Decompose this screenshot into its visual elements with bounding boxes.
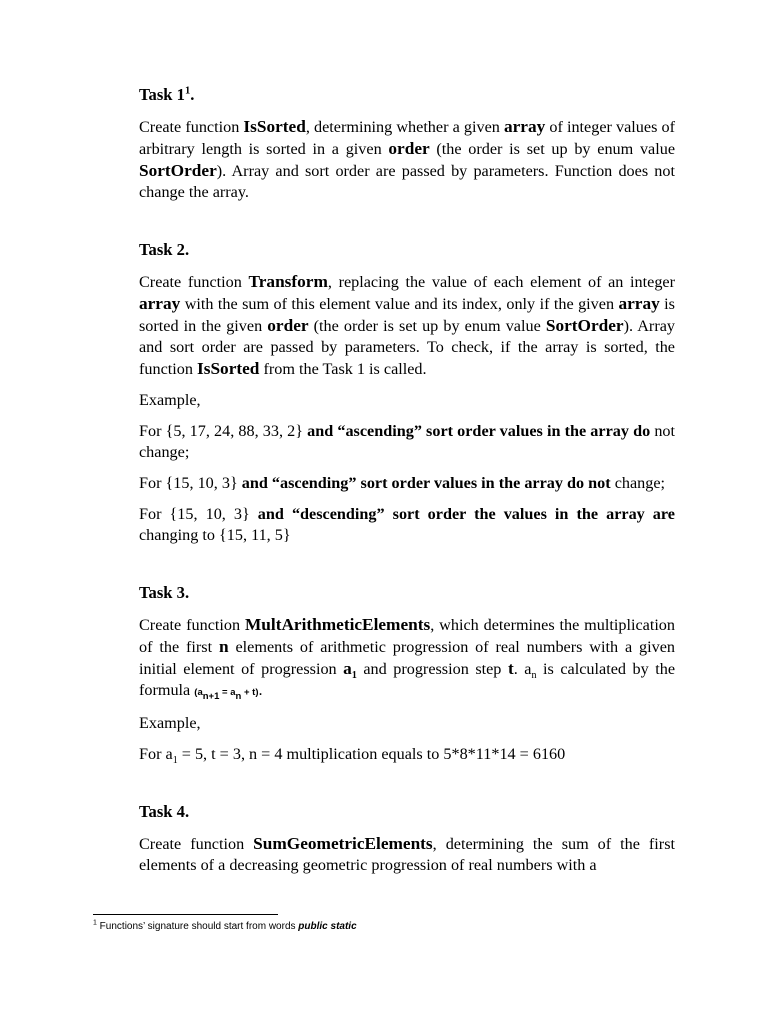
text-run: Create function	[139, 273, 249, 291]
keyword: array	[618, 294, 660, 313]
keyword: n	[218, 637, 229, 656]
text-run: Create function	[139, 118, 244, 136]
task1-heading-text: Task 1	[139, 85, 185, 104]
text-run-bold: and “ascending” sort order values in the array do	[307, 422, 651, 440]
task2-example-label: Example,	[139, 391, 201, 409]
text-run: and progression step	[356, 660, 508, 678]
task2-example-1	[139, 421, 675, 463]
keyword: order	[267, 316, 309, 335]
keyword: a	[343, 659, 352, 678]
function-name: IsSorted	[243, 117, 306, 136]
footnote-separator	[93, 914, 278, 915]
task2-example-2	[139, 473, 675, 494]
text-run: . a	[513, 660, 532, 678]
text-run: Create function	[139, 616, 245, 634]
keyword: order	[388, 139, 430, 158]
task3-example	[139, 744, 675, 765]
formula: + t)	[241, 687, 259, 698]
subscript: n	[531, 670, 537, 682]
keyword: array	[139, 294, 181, 313]
keyword: t	[507, 659, 514, 678]
task3-example-label: Example,	[139, 714, 201, 732]
text-run: , which determines the multiplication of the first	[139, 616, 675, 656]
text-run: is sorted in the given	[139, 295, 675, 335]
section-gap	[139, 775, 675, 801]
task3-paragraph	[139, 614, 675, 703]
task1-heading-dot: .	[190, 85, 195, 104]
text-run: For {15, 10, 3}	[139, 505, 258, 523]
enum-name: SortOrder	[139, 161, 217, 180]
footnote-text: Functions’ signature should start from words	[96, 921, 299, 932]
text-run: of integer values of arbitrary length is sorted in a given	[139, 118, 675, 158]
text-run: Create function	[139, 835, 254, 853]
text-run: For {15, 10, 3}	[139, 474, 242, 492]
text-run: , replacing the value of each element of an integer	[327, 273, 676, 291]
text-run: not change;	[139, 422, 676, 461]
text-run: with the sum of this element value and its index, only if the given	[180, 295, 619, 313]
enum-name: SortOrder	[545, 316, 624, 335]
footnote-emphasis: public static	[298, 921, 357, 932]
text-run: , determining the sum of the first elements of a decreasing geometric progression of real numbers with a	[139, 835, 675, 874]
text-run-bold: and “descending” sort order the values in the array are	[257, 505, 675, 523]
text-run: , determining whether a given	[305, 118, 504, 136]
text-run: change;	[610, 474, 666, 492]
text-run: (the order is set up by enum value	[308, 317, 546, 335]
text-run: .	[258, 681, 263, 699]
text-run: from the Task 1 is called.	[259, 360, 427, 378]
formula-subscript: n	[235, 691, 242, 703]
task1-paragraph	[139, 116, 675, 203]
function-name: Transform	[248, 272, 328, 291]
formula: (a	[194, 687, 203, 698]
function-name: IsSorted	[197, 359, 260, 378]
section-gap	[139, 213, 675, 239]
task2-heading: Task 2.	[139, 240, 190, 259]
text-run: ). Array and sort order are passed by parameters. Function does not change the array.	[139, 162, 675, 201]
document-body	[139, 84, 675, 886]
formula: = a	[219, 687, 236, 698]
footnote-mark: 1	[93, 919, 97, 927]
footnote	[93, 921, 357, 932]
text-run-bold: and “ascending” sort order values in the array do not	[241, 474, 611, 492]
task3-heading: Task 3.	[139, 583, 190, 602]
section-gap	[139, 556, 675, 582]
text-run: changing to {15, 11, 5}	[139, 526, 291, 544]
function-name: MultArithmeticElements	[244, 615, 431, 634]
text-run: For a	[139, 745, 173, 763]
text-run: elements of arithmetic progression of real numbers with a given initial element of progression	[139, 638, 675, 678]
function-name: SumGeometricElements	[253, 834, 433, 853]
subscript: 1	[172, 755, 178, 767]
footnote-reference: 1	[184, 85, 191, 97]
formula-subscript: n+1	[202, 691, 220, 703]
task2-example-3	[139, 504, 675, 546]
task1-heading	[139, 84, 675, 105]
task2-paragraph	[139, 271, 675, 380]
task4-paragraph	[139, 833, 675, 876]
text-run: For {5, 17, 24, 88, 33, 2}	[139, 422, 308, 440]
subscript: 1	[351, 670, 357, 682]
task4-heading: Task 4.	[139, 802, 190, 821]
text-run: is calculated by the formula	[139, 660, 676, 699]
keyword: array	[503, 117, 546, 136]
text-run: ). Array and sort order are passed by parameters. To check, if the array is sorted, the function	[139, 317, 675, 378]
text-run: (the order is set up by enum value	[429, 140, 676, 158]
text-run: = 5, t = 3, n = 4 multiplication equals to 5*8*11*14 = 6160	[177, 745, 566, 763]
